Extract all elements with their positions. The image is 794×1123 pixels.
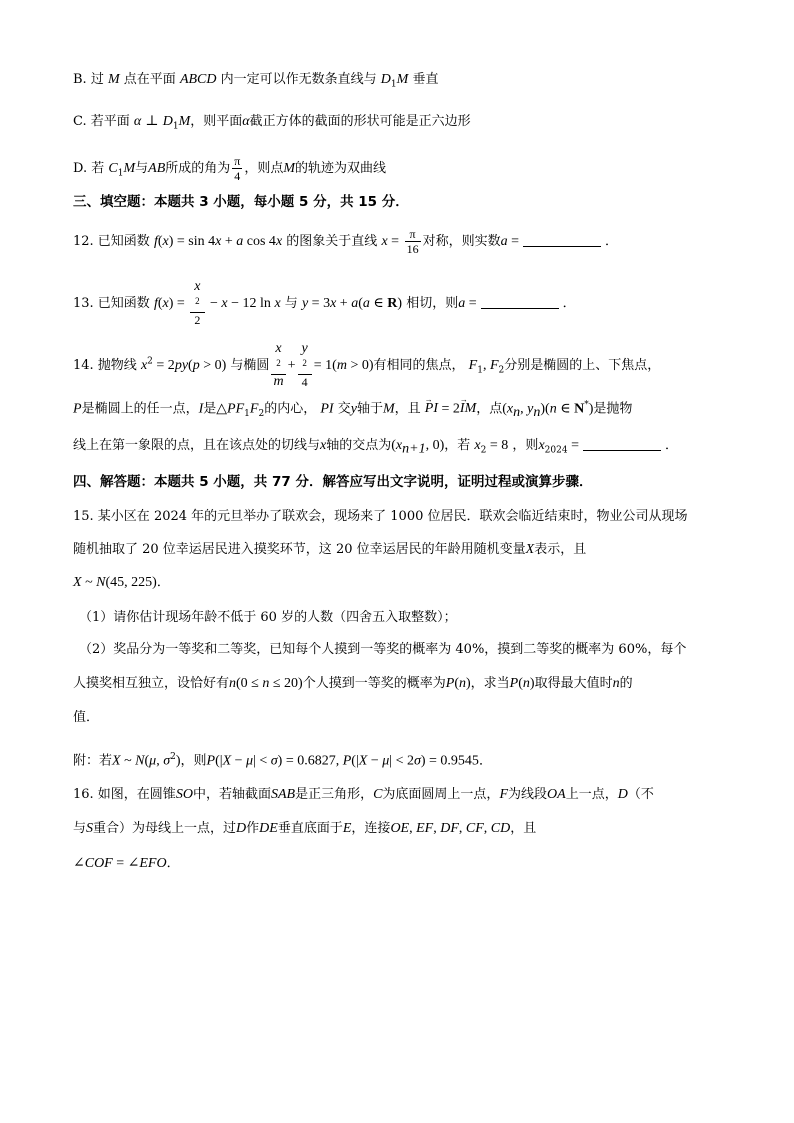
answer-blank-12 [523,246,601,247]
question-15-line-3: X ~ N(45, 225)． [73,575,170,590]
section-4-heading: 四、解答题：本题共 5 小题，共 77 分．解答应写出文字说明，证明过程或演算步骤． [73,474,593,490]
question-15-part-2-end: 值． [73,710,100,725]
question-16-line-1: 16. 如图，在圆锥SO中，若轴截面SAB是正三角形，C为底面圆周上一点，F为线段OA上一点，D（不 [73,787,654,802]
question-15-part-1: （1）请你估计现场年龄不低于 60 岁的人数（四舍五入取整数）； [79,610,457,625]
question-12: 12. 已知函数 f(x) = sin 4x + a cos 4x 的图象关于直线 x = $\frac{\pi}{16}$ 对称，则实数a = ． [73,227,619,256]
question-14-line-2: P是椭圆上的任一点，I是$\triangle PF_1F_2$的内心， PI 交y轴于M，且 → PI = 2→ IM，点($x_n$, $y_n)(n$ ∈ N*)是抛物 [73,395,632,424]
question-14-line-3: 线上在第一象限的点，且在该点处的切线与x轴的交点为($x_{n+1}$, 0)，若 $x_2 = 8$ ，则$x_{2024}$ = ． [73,438,678,457]
question-14-line-1: 14. 抛物线 $x^2 = 2py(p > 0)$ 与椭圆 x $^2$ m + y $^2$ 4 = 1(m > 0)有相同的焦点， $F_1$, $F_2$分别是椭圆的上、下焦点， [73,341,661,389]
section-3-heading: 三、填空题：本题共 3 小题，每小题 5 分，共 15 分． [73,194,409,210]
option-c: C. 若平面 α ⊥ $D_1M$，则平面α截正方体的截面的形状可能是正六边形 [73,114,471,132]
question-15-appendix: 附：若X ~ N(μ, $\sigma^2$)，则P(|X − μ| < σ) = 0.6827, P(|X − μ| < 2σ) = 0.9545． [73,752,492,769]
option-d: D. 若 $C_1M$与AB所成的角为 $\frac{\pi}{4}$ ，则点M的轨迹为双曲线 [73,154,387,183]
question-13: 13. 已知函数 f(x) = x $^2$ 2 − x − 12 ln x 与 y = 3x + a(a ∈ R) 相切，则a = ． [73,279,576,327]
option-b: B. 过 M 点在平面 ABCD 内一定可以作无数条直线与 $D_1M$ 垂直 [73,72,439,90]
question-15-line-2: 随机抽取了 20 位幸运居民进入摸奖环节，这 20 位幸运居民的年龄用随机变量X表示，且 [73,542,587,557]
question-16-line-2: 与S重合）为母线上一点，过D作DE垂直底面于E，连接OE, EF, DF, CF, CD，且 [73,821,537,836]
answer-blank-13 [481,308,559,309]
question-15-part-2: （2）奖品分为一等奖和二等奖，已知每个人摸到一等奖的概率为 40%，摸到二等奖的概率为 60%，每个 [79,642,687,657]
question-15-line-1: 15. 某小区在 2024 年的元旦举办了联欢会，现场来了 1000 位居民．联欢会临近结束时，物业公司从现场 [73,509,688,524]
question-15-part-2-cont: 人摸奖相互独立，设恰好有n(0 ≤ n ≤ 20)个人摸到一等奖的概率为P(n)，求当P(n)取得最大值时n的 [73,676,633,691]
question-16-line-3: ∠COF = ∠EFO． [73,856,180,871]
answer-blank-14 [583,450,661,451]
